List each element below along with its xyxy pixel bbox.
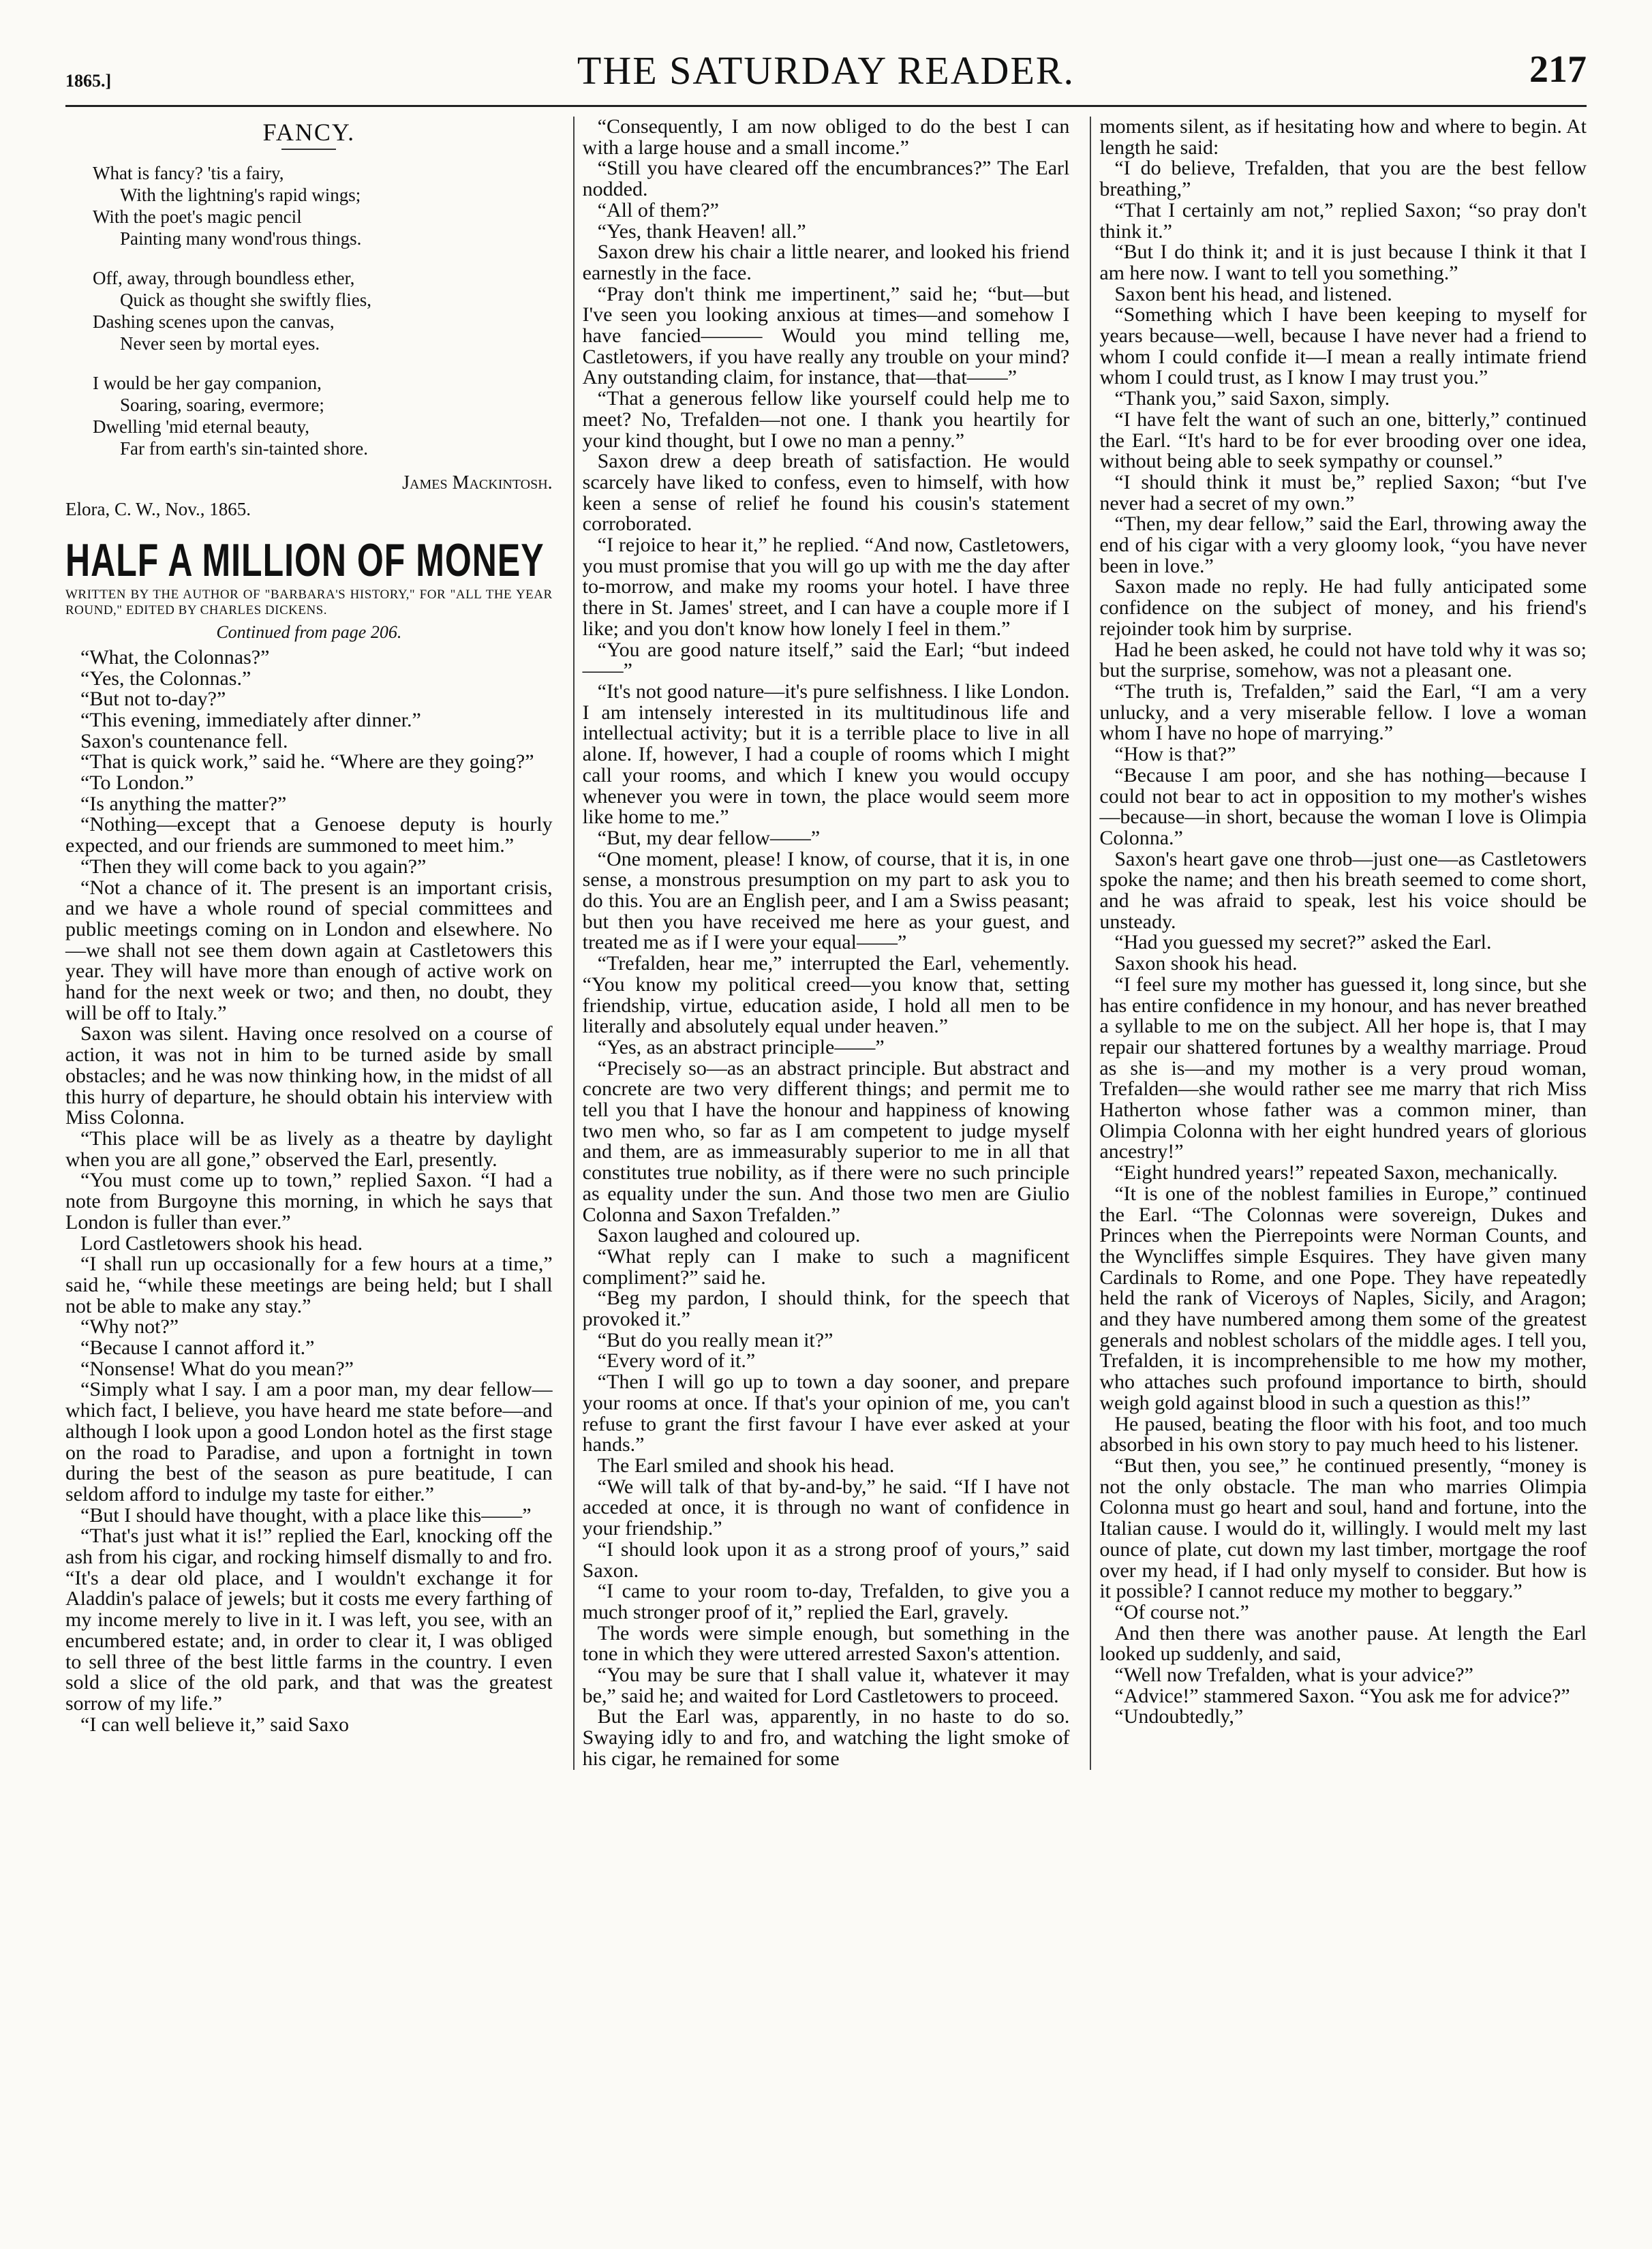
paragraph: “That is quick work,” said he. “Where are they going?”: [80, 750, 534, 774]
paragraph: “One moment, please! I know, of course, that it is, in one sense, a monstrous presumption on my part to ask you to do this. You are an English peer, and I am a Swiss peasant; but then you have received me here as your guest, and treated me as if I were your equal——”: [582, 847, 1070, 954]
paragraph: “How is that?”: [1114, 743, 1236, 766]
poem-line: Off, away, through boundless ether,: [93, 267, 355, 288]
columns: [65, 117, 1587, 1770]
column-1-body: [65, 647, 553, 1736]
poem-line: Far from earth's sin-tainted shore.: [120, 438, 369, 459]
paragraph: “But I should have thought, with a place like this——”: [80, 1503, 532, 1527]
paragraph: “Of course not.”: [1114, 1600, 1249, 1623]
paragraph: “Then they will come back to you again?”: [80, 855, 427, 878]
paragraph: “Beg my pardon, I should think, for the speech that provoked it.”: [582, 1287, 1070, 1331]
paragraph: “Advice!” stammered Saxon. “You ask me for advice?”: [1114, 1684, 1570, 1707]
paragraph: “I do believe, Trefalden, that you are the best fellow breathing,”: [1099, 157, 1587, 201]
page-number: 217: [1529, 48, 1587, 91]
paragraph: “Yes, as an abstract principle——”: [597, 1035, 885, 1058]
page-header: [65, 40, 1587, 105]
paragraph: “Pray don't think me impertinent,” said he; “but—but I've seen you looking anxious at times—and somehow I have fancied——— Would you mind telling me, Castletowers, if you have really any trouble on your mind? Any outstanding claim, for instance, that—that——”: [582, 282, 1070, 389]
paragraph: “Because I cannot afford it.”: [80, 1336, 315, 1360]
paragraph: Had he been asked, he could not have told why it was so; but the surprise, somehow, was not a pleasant one.: [1099, 638, 1587, 682]
paragraph: “Yes, thank Heaven! all.”: [597, 219, 806, 243]
paragraph: “To London.”: [80, 771, 194, 795]
paragraph: “It is one of the noblest families in Europe,” continued the Earl. “The Colonnas were sovereign, Dukes and Princes when the Pierrepoints were Norman Counts, and the Wyncliffes simple Esquires. They have given many Cardinals to Rome, and one Pope. They have repeatedly held the rank of Viceroys of Naples, Sicily, and Aragon; and they have numbered among them some of the greatest generals and noblest scholars of the middle ages. I tell you, Trefalden, it is incomprehensible to me how my mother, who attaches such profound importance to birth, should weigh gold against blood in such a question as this!”: [1099, 1182, 1587, 1414]
paragraph: Saxon's heart gave one throb—just one—as Castletowers spoke the name; and then his breath seemed to come short, and he was afraid to speak, lest his voice should be unsteady.: [1099, 847, 1587, 933]
masthead-title: THE SATURDAY READER.: [577, 48, 1075, 93]
paragraph: Saxon's countenance fell.: [80, 729, 288, 752]
column-2: [573, 117, 1070, 1770]
poem-line: Soaring, soaring, evermore;: [120, 394, 324, 415]
paragraph: “Then, my dear fellow,” said the Earl, throwing away the end of his cigar with a very gloomy look, “you have never been in love.”: [1099, 512, 1587, 577]
paragraph: “All of them?”: [597, 198, 719, 221]
paragraph: “But do you really mean it?”: [597, 1328, 833, 1351]
paragraph: “I should look upon it as a strong proof of yours,” said Saxon.: [582, 1537, 1070, 1582]
poem-line: Dwelling 'mid eternal beauty,: [93, 416, 310, 437]
story-title: HALF A MILLION OF MONEY: [65, 534, 545, 587]
paragraph: “I shall run up occasionally for a few hours at a time,” said he, “while these meetings are being held; but I shall not be able to make any stay.”: [65, 1253, 553, 1317]
paragraph: “Precisely so—as an abstract principle. But abstract and concrete are two very different things; and permit me to tell you that I have the honour and happiness of knowing two men who, so far as I am competent to judge myself and them, are as immeasurably superior to me in all that constitutes true nobility, as if there were no such principle as equality under the sun. And those two men are Giulio Colonna and Saxon Trefalden.”: [582, 1056, 1070, 1226]
paragraph: But the Earl was, apparently, in no haste to do so. Swaying idly to and fro, and watching the light smoke of his cigar, he remained for some: [582, 1705, 1070, 1770]
paragraph: Lord Castletowers shook his head.: [80, 1231, 363, 1255]
paragraph: “What, the Colonnas?”: [80, 645, 270, 669]
column-3-body: [1099, 117, 1587, 1728]
paragraph: “But I do think it; and it is just because I think it that I am here now. I want to tell you something.”: [1099, 241, 1587, 284]
poem-line: With the poet's magic pencil: [93, 206, 302, 227]
story-byline: WRITTEN BY THE AUTHOR OF "BARBARA'S HISTORY," FOR "ALL THE YEAR ROUND," EDITED BY CHARLES DICKENS.: [65, 587, 553, 618]
paragraph: “Eight hundred years!” repeated Saxon, mechanically.: [1114, 1161, 1558, 1184]
paragraph: “I rejoice to hear it,” he replied. “And now, Castletowers, you must promise that you will go up with me the day after to-morrow, and make my rooms your hotel. I have three there in St. James' street, and I can have a couple more if I like; and you don't know how lonely I feel in them.”: [582, 534, 1070, 640]
paragraph: “I have felt the want of such an one, bitterly,” continued the Earl. “It's hard to be for ever brooding over one idea, without being able to seek sympathy or counsel.”: [1099, 408, 1587, 473]
poem-stanza: [93, 372, 553, 459]
poem-line: I would be her gay companion,: [93, 372, 322, 393]
paragraph: “But then, you see,” he continued presently, “money is not the only obstacle. The man who marries Olimpia Colonna must go heart and soul, hand and fortune, into the Italian cause. I would do it, willingly. I would melt my last ounce of plate, cut down my last timber, mortgage the roof over my head, if I had only myself to consider. But how is it possible? I cannot reduce my mother to beggary.”: [1099, 1454, 1587, 1603]
paragraph: “Because I am poor, and she has nothing—because I could not bear to act in opposition to my mother's wishes—because—in short, because the woman I love is Olimpia Colonna.”: [1099, 763, 1587, 849]
paragraph: “I came to your room to-day, Trefalden, to give you a much stronger proof of it,” replied the Earl, gravely.: [582, 1580, 1070, 1623]
paragraph: “Consequently, I am now obliged to do the best I can with a large house and a small income.”: [582, 115, 1070, 159]
paragraph: “Well now Trefalden, what is your advice?”: [1114, 1664, 1473, 1687]
paragraph: “Thank you,” said Saxon, simply.: [1114, 387, 1390, 410]
paragraph: “Then I will go up to town a day sooner, and prepare your rooms at once. If that's your opinion of me, you can't refuse to grant the first favour I have ever asked at your hands.”: [582, 1371, 1070, 1456]
paragraph: Saxon was silent. Having once resolved on a course of action, it was not in him to be turned aside by small obstacles; and he was now thinking how, in the midst of all this hurry of departure, he should obtain his interview with Miss Colonna.: [65, 1022, 553, 1129]
paragraph: “But not to-day?”: [80, 688, 226, 711]
paragraph: “Why not?”: [80, 1315, 179, 1338]
column-3: [1090, 117, 1587, 1770]
column-2-body: [583, 117, 1070, 1770]
poem-title: FANCY.: [262, 119, 356, 146]
paragraph: “Not a chance of it. The present is an important crisis, and we have a whole round of special committees and public meetings coming on in London and elsewhere. No—we shall not see them down again at Castletowers this year. They will have more than enough of active work on hand for the next week or two; and then, no doubt, they will be off to Italy.”: [65, 876, 553, 1024]
paragraph: Saxon shook his head.: [1114, 952, 1298, 975]
poem-place: Elora, C. W., Nov., 1865.: [65, 499, 251, 520]
paragraph: Saxon drew his chair a little nearer, and looked his friend earnestly in the face.: [582, 241, 1070, 284]
paragraph: “This evening, immediately after dinner.”: [80, 708, 421, 731]
poem-line: Never seen by mortal eyes.: [120, 333, 320, 354]
paragraph: “Yes, the Colonnas.”: [80, 667, 251, 690]
paragraph: He paused, beating the floor with his foot, and too much absorbed in his own story to pay much heed to his listener.: [1099, 1412, 1587, 1456]
paragraph: “That a generous fellow like yourself could help me to meet? No, Trefalden—not one. I thank you heartily for your kind thought, but I owe no man a penny.”: [582, 387, 1070, 452]
paragraph: “Still you have cleared off the encumbrances?” The Earl nodded.: [582, 157, 1070, 201]
paragraph: “I can well believe it,” said Saxo: [80, 1713, 350, 1736]
poem-line: With the lightning's rapid wings;: [120, 184, 361, 205]
paragraph: The words were simple enough, but something in the tone in which they were uttered arrested Saxon's attention.: [582, 1621, 1070, 1666]
paragraph: “You must come up to town,” replied Saxon. “I had a note from Burgoyne this morning, in which he says that London is fuller than ever.”: [65, 1169, 553, 1234]
paragraph: “What reply can I make to such a magnificent compliment?” said he.: [582, 1244, 1070, 1289]
paragraph: Saxon made no reply. He had fully anticipated some confidence on the subject of money, and his friend's rejoinder took him by surprise.: [1099, 575, 1587, 640]
header-rule: [65, 105, 1587, 107]
paragraph: “It's not good nature—it's pure selfishness. I like London. I am intensely interested in its multitudinous life and intellectual activity; but it is a terrible place to live in all alone. If, however, I had a couple of rooms which I might call your rooms, and which I knew you would occupy whenever you were in town, the place would seem more like home to me.”: [582, 679, 1070, 829]
paragraph: “You are good nature itself,” said the Earl; “but indeed——”: [582, 638, 1070, 682]
poem-stanza: [93, 267, 553, 354]
paragraph: “But, my dear fellow——”: [597, 826, 821, 849]
paragraph: “Every word of it.”: [597, 1349, 756, 1373]
poem-stanza: [93, 162, 553, 249]
paragraph: “The truth is, Trefalden,” said the Earl, “I am a very unlucky, and a very miserable fellow. I love a woman whom I have no hope of marrying.”: [1099, 679, 1587, 745]
poem-rule: [281, 149, 336, 150]
paragraph: “We will talk of that by-and-by,” he said. “If I have not acceded at once, it is through no want of confidence in your friendship.”: [582, 1475, 1070, 1540]
paragraph: “You may be sure that I shall value it, whatever it may be,” said he; and waited for Lord Castletowers to proceed.: [582, 1664, 1070, 1707]
poem-line: Painting many wond'rous things.: [120, 228, 362, 249]
paragraph: “Nonsense! What do you mean?”: [80, 1357, 354, 1380]
paragraph: “I feel sure my mother has guessed it, long since, but she has entire confidence in my honour, and has never breathed a syllable to me on the subject. All her hope is, that I may repair our shattered fortunes by a wealthy marriage. Proud as she is—and my mother is a very proud woman, Trefalden—she would rather see me marry that rich Miss Hatherton whose father was a common miner, than Olimpia Colonna with her eight hundred years of glorious ancestry!”: [1099, 973, 1587, 1163]
header-year: 1865.]: [65, 71, 112, 91]
paragraph: “Undoubtedly,”: [1114, 1705, 1244, 1728]
paragraph: The Earl smiled and shook his head.: [597, 1454, 895, 1477]
paragraph: “This place will be as lively as a theatre by daylight when you are all gone,” observed the Earl, presently.: [65, 1127, 553, 1171]
column-1: [65, 117, 553, 1770]
paragraph: Saxon laughed and coloured up.: [597, 1224, 861, 1247]
paragraph: And then there was another pause. At length the Earl looked up suddenly, and said,: [1099, 1621, 1587, 1666]
poem-stanzas: [65, 162, 553, 459]
paragraph: “Is anything the matter?”: [80, 792, 287, 815]
paragraph: “I should think it must be,” replied Saxon; “but I've never had a secret of my own.”: [1099, 470, 1587, 515]
poem: [65, 119, 553, 520]
paragraph: “Something which I have been keeping to myself for years because—well, because I have never had a friend to whom I could confide it—I mean a really intimate friend whom I could trust, as I know I may trust you.”: [1099, 303, 1587, 389]
poem-author: James Mackintosh.: [402, 472, 553, 493]
poem-line: What is fancy? 'tis a fairy,: [93, 162, 284, 183]
paragraph: “Nothing—except that a Genoese deputy is hourly expected, and our friends are summoned to meet him.”: [65, 813, 553, 857]
paragraph: moments silent, as if hesitating how and where to begin. At length he said:: [1099, 115, 1587, 159]
paragraph: “Trefalden, hear me,” interrupted the Earl, vehemently. “You know my political creed—you know that, setting friendship, virtue, education aside, I hold all men to be literally and absolutely equal under heaven.”: [582, 952, 1070, 1038]
paragraph: “That I certainly am not,” replied Saxon; “so pray don't think it.”: [1099, 198, 1587, 243]
paragraph: “That's just what it is!” replied the Earl, knocking off the ash from his cigar, and rocking himself dismally to and fro. “It's a dear old place, and I wouldn't exchange it for Aladdin's palace of jewels; but it costs me every farthing of my income merely to live in it. I was left, you see, with an encumbered estate; and, in order to clear it, I was obliged to sell three of the best little farms in the country. I even sold a slice of the old park, and that was the greatest sorrow of my life.”: [65, 1525, 553, 1715]
paragraph: Saxon drew a deep breath of satisfaction. He would scarcely have liked to confess, even to himself, with how keen a sense of relief he found his cousin's statement corroborated.: [582, 450, 1070, 536]
poem-line: Quick as thought she swiftly flies,: [120, 289, 371, 310]
poem-line: Dashing scenes upon the canvas,: [93, 311, 335, 332]
paragraph: “Simply what I say. I am a poor man, my dear fellow—which fact, I believe, you have heard me state before—and although I look upon a good London hotel as the first stage on the road to Paradise, and upon a fortnight in town during the best of the season as pure beatitude, I can seldom afford to indulge my taste for either.”: [65, 1378, 553, 1505]
paragraph: Saxon bent his head, and listened.: [1114, 282, 1392, 305]
continued-note: Continued from page 206.: [216, 622, 402, 643]
paragraph: “Had you guessed my secret?” asked the Earl.: [1114, 931, 1492, 954]
